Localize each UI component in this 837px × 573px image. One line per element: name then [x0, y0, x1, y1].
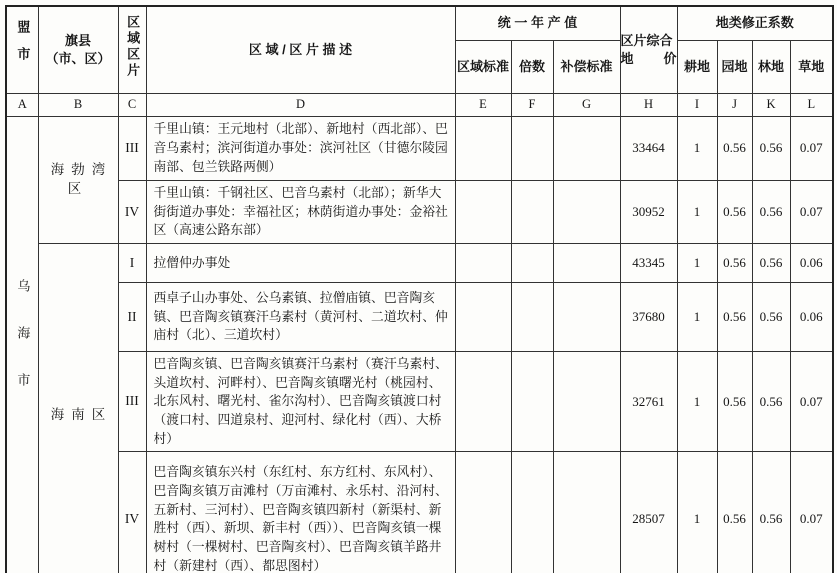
- forest-coef-cell: 0.56: [752, 244, 790, 283]
- multiple-cell: [511, 244, 553, 283]
- garden-coef-cell: 0.56: [717, 352, 752, 452]
- header-multiple: 倍数: [511, 41, 553, 94]
- land-price-table: [5, 5, 834, 573]
- description-cell: 巴音陶亥镇、巴音陶亥镇赛汗乌素村（赛汗乌素村、头道坎村、河畔村）、巴音陶亥镇曙光村（桃园村、北东风村、曙光村、雀尔沟村）、巴音陶亥镇渡口村（渡口村、四道泉村、迎河村、绿化村（西）、大桥村）: [146, 352, 455, 452]
- compensation-standard-cell: [553, 283, 620, 352]
- description-cell: 千里山镇：千钢社区、巴音乌素村（北部）；新华大街街道办事处：幸福社区；林荫街道办事处：金裕社区（高速公路东部）: [146, 181, 455, 244]
- header-zone-price-line2a: 地: [620, 51, 634, 66]
- description-cell: 千里山镇：王元地村（北部）、新地村（西北部）、巴音乌素村；滨河街道办事处：滨河社区（甘德尔陵园南部、包兰铁路两侧）: [146, 117, 455, 181]
- zone-cell: I: [118, 244, 146, 283]
- header-zone-code-label: 区域区片: [125, 15, 141, 80]
- table-row: [6, 352, 833, 452]
- compensation-standard-cell: [553, 181, 620, 244]
- county-hainan: 海南区: [38, 244, 118, 573]
- column-letter-a: A: [6, 94, 38, 117]
- forest-coef-cell: 0.56: [752, 283, 790, 352]
- multiple-cell: [511, 181, 553, 244]
- zone-cell: II: [118, 283, 146, 352]
- column-letter-h: H: [620, 94, 677, 117]
- header-description: 区 域 / 区 片 描 述: [146, 6, 455, 94]
- forest-coef-cell: 0.56: [752, 352, 790, 452]
- region-standard-cell: [455, 352, 511, 452]
- grassland-coef-cell: 0.07: [790, 452, 833, 573]
- header-land-type-forest: 林地: [752, 41, 790, 94]
- header-county: [38, 6, 118, 94]
- header-league-city: [6, 6, 38, 94]
- price-cell: 30952: [620, 181, 677, 244]
- city-label: 乌海市: [15, 278, 31, 420]
- column-letter-e: E: [455, 94, 511, 117]
- header-zone-code: [118, 6, 146, 94]
- cultivated-coef-cell: 1: [677, 181, 717, 244]
- multiple-cell: [511, 283, 553, 352]
- price-cell: 37680: [620, 283, 677, 352]
- column-letter-c: C: [118, 94, 146, 117]
- header-compensation-standard: 补偿标准: [553, 41, 620, 94]
- table-row: [6, 181, 833, 244]
- compensation-standard-cell: [553, 244, 620, 283]
- description-cell: 西卓子山办事处、公乌素镇、拉僧庙镇、巴音陶亥镇、巴音陶亥镇赛汗乌素村（黄河村、二道坎村、仲庙村（北）、三道坎村）: [146, 283, 455, 352]
- grassland-coef-cell: 0.07: [790, 352, 833, 452]
- column-letter-d: D: [146, 94, 455, 117]
- multiple-cell: [511, 117, 553, 181]
- multiple-cell: [511, 352, 553, 452]
- price-cell: 43345: [620, 244, 677, 283]
- grassland-coef-cell: 0.06: [790, 244, 833, 283]
- header-county-line1: 旗县: [64, 32, 91, 48]
- header-land-type-garden: 园地: [717, 41, 752, 94]
- header-land-type-correction: 地类修正系数: [677, 6, 833, 41]
- forest-coef-cell: 0.56: [752, 117, 790, 181]
- header-zone-price-line1: 区片综合: [620, 32, 673, 48]
- grassland-coef-cell: 0.06: [790, 283, 833, 352]
- garden-coef-cell: 0.56: [717, 283, 752, 352]
- price-cell: 28507: [620, 452, 677, 573]
- price-cell: 33464: [620, 117, 677, 181]
- zone-cell: IV: [118, 452, 146, 573]
- column-letter-b: B: [38, 94, 118, 117]
- table-row: [6, 452, 833, 573]
- header-land-type-cultivated: 耕地: [677, 41, 717, 94]
- region-standard-cell: [455, 283, 511, 352]
- cultivated-coef-cell: 1: [677, 452, 717, 573]
- column-letter-l: L: [790, 94, 833, 117]
- garden-coef-cell: 0.56: [717, 244, 752, 283]
- grassland-coef-cell: 0.07: [790, 117, 833, 181]
- garden-coef-cell: 0.56: [717, 452, 752, 573]
- city-cell: [6, 117, 38, 573]
- compensation-standard-cell: [553, 452, 620, 573]
- region-standard-cell: [455, 117, 511, 181]
- description-cell: 拉僧仲办事处: [146, 244, 455, 283]
- garden-coef-cell: 0.56: [717, 117, 752, 181]
- zone-cell: III: [118, 352, 146, 452]
- table-row: [6, 283, 833, 352]
- cultivated-coef-cell: 1: [677, 117, 717, 181]
- header-county-line2: （市、区）: [45, 51, 111, 66]
- column-letter-g: G: [553, 94, 620, 117]
- cultivated-coef-cell: 1: [677, 283, 717, 352]
- column-letter-f: F: [511, 94, 553, 117]
- price-cell: 32761: [620, 352, 677, 452]
- region-standard-cell: [455, 181, 511, 244]
- table-row: [6, 117, 833, 181]
- compensation-standard-cell: [553, 117, 620, 181]
- description-cell: 巴音陶亥镇东兴村（东红村、东方红村、东风村）、巴音陶亥镇万亩滩村（万亩滩村、永乐村、沿河村、五新村、三河村）、巴音陶亥镇四新村（新渠村、新胜村（西）、新坝、新丰村（西））、巴音陶亥镇一棵树村（一棵树村、巴音陶亥村）、巴音陶亥镇羊路井村（新建村（西）、都思图村）: [146, 452, 455, 573]
- garden-coef-cell: 0.56: [717, 181, 752, 244]
- region-standard-cell: [455, 244, 511, 283]
- region-standard-cell: [455, 452, 511, 573]
- zone-cell: IV: [118, 181, 146, 244]
- forest-coef-cell: 0.56: [752, 452, 790, 573]
- column-letter-j: J: [717, 94, 752, 117]
- grassland-coef-cell: 0.07: [790, 181, 833, 244]
- header-land-type-grassland: 草地: [790, 41, 833, 94]
- forest-coef-cell: 0.56: [752, 181, 790, 244]
- multiple-cell: [511, 452, 553, 573]
- column-letter-k: K: [752, 94, 790, 117]
- header-league-city-label: 盟市: [15, 20, 31, 75]
- zone-cell: III: [118, 117, 146, 181]
- header-zone-comprehensive-price: [620, 6, 677, 94]
- county-haibowan: 海勃湾区: [38, 117, 118, 244]
- header-unified-annual-value: 统 一 年 产 值: [455, 6, 620, 41]
- table-row: [6, 244, 833, 283]
- header-zone-price-line2b: 价: [663, 51, 677, 66]
- cultivated-coef-cell: 1: [677, 352, 717, 452]
- column-letter-i: I: [677, 94, 717, 117]
- header-region-standard: 区域标准: [455, 41, 511, 94]
- cultivated-coef-cell: 1: [677, 244, 717, 283]
- compensation-standard-cell: [553, 352, 620, 452]
